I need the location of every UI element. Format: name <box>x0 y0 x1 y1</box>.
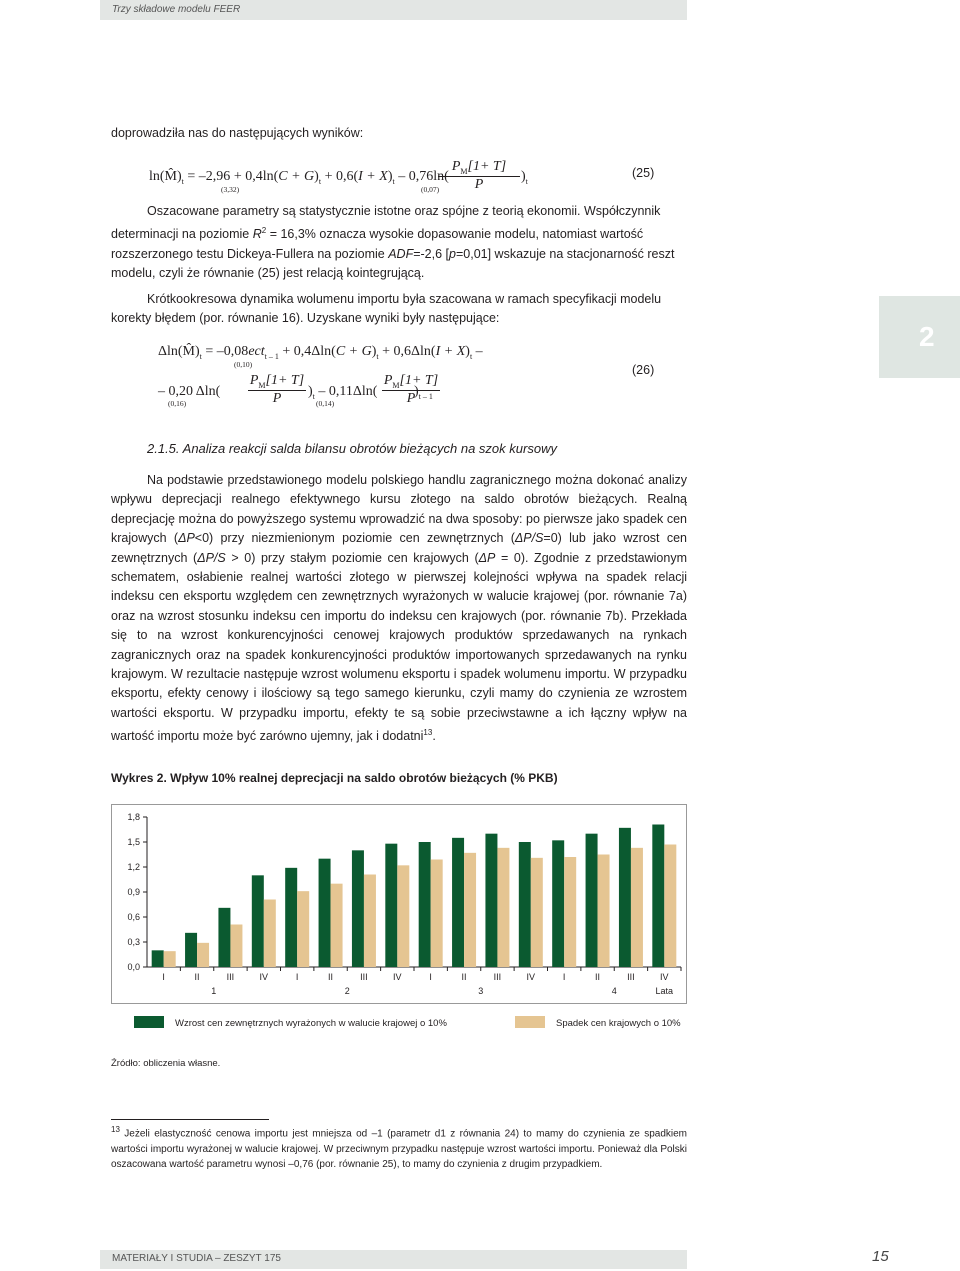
bar-external-prices <box>452 838 464 967</box>
x-tick-label: IV <box>259 972 269 982</box>
y-tick-label: 1,2 <box>127 862 140 872</box>
bar-domestic-prices <box>564 857 576 967</box>
legend-swatch-external <box>134 1016 164 1028</box>
y-tick-label: 1,5 <box>127 837 140 847</box>
eq26-se-1: (0,10) <box>234 360 253 369</box>
y-tick-label: 0,9 <box>127 887 140 897</box>
x-tick-label: IV <box>660 972 669 982</box>
paragraph-model-fit: Oszacowane parametry są statystycznie istotne oraz spójne z teorią ekonomii. Współczynnik determinacji na poziomie $R^2 = 16,3\%$ oznacza wysokie dopasowanie modelu, natomiast wartość rozszerzonego testu Dickeya-Fullera na poziomie ADF=-2,6 [p=0,01] wskazuje na stacjonarność reszt modelu, czyli że równanie (25) jest relacją kointegrującą. <box>111 204 675 281</box>
year-label: 2 <box>344 986 350 996</box>
bar-domestic-prices <box>664 845 676 968</box>
legend-label-domestic: Spadek cen krajowych o 10% <box>556 1018 681 1029</box>
bar-external-prices <box>619 828 631 967</box>
figure-title: Wykres 2. Wpływ 10% realnej deprecjacji na saldo obrotów bieżących (% PKB) <box>111 771 558 785</box>
bar-domestic-prices <box>230 925 242 968</box>
x-tick-label: III <box>627 972 635 982</box>
equation-25: $\ln(M̂)_t = -2,96 + 0,4\ln(C + G)_t + 0,6(I + X)_t - 0,76\ln$( $P_M[1+ T]$ P )$_t$ (3,32) (0,07) <box>149 159 528 194</box>
bar-external-prices <box>519 842 531 967</box>
bar-domestic-prices <box>464 853 476 967</box>
bar-external-prices <box>319 859 331 967</box>
bar-external-prices <box>252 875 264 967</box>
x-tick-label: II <box>194 972 200 982</box>
bar-domestic-prices <box>331 884 343 967</box>
equation-26: $\Delta\ln(M̂)_t = -0,08ect_{t - 1} + 0,4\Delta\ln(C + G)_t + 0,6\Delta\ln(I + X)_t$ – (0,10) – 0,20 Δln( $P_M[1+ T]$ P )$_t - 0,11\Delta\ln$( $P_M[1+ T]$ P )$_{t - 1}$ (0,16) (0,14) <box>158 344 483 408</box>
bar-external-prices <box>552 840 564 967</box>
bar-domestic-prices <box>631 848 643 967</box>
bar-external-prices <box>185 933 197 967</box>
legend-label-external: Wzrost cen zewnętrznych wyrażonych w walucie krajowej o 10% <box>175 1018 447 1029</box>
x-tick-label: II <box>595 972 601 982</box>
footnote-ref[interactable]: 13 <box>423 728 433 738</box>
bar-chart-svg <box>111 804 687 1004</box>
bar-chart <box>111 804 687 1004</box>
intro-text: doprowadziła nas do następujących wyników: <box>111 126 364 140</box>
x-tick-label: II <box>328 972 334 982</box>
legend-swatch-domestic <box>515 1016 545 1028</box>
x-axis-unit-label: Lata <box>655 986 674 996</box>
bar-external-prices <box>419 842 431 967</box>
running-title: Trzy składowe modelu FEER <box>112 4 241 15</box>
section-tab <box>879 296 960 378</box>
y-tick-label: 0,6 <box>127 912 140 922</box>
y-tick-label: 0,0 <box>127 962 140 972</box>
bar-external-prices <box>385 844 397 967</box>
y-tick-label: 0,3 <box>127 937 140 947</box>
eq26-fraction-2: $P_M[1+ T]$ P <box>383 373 439 406</box>
eq25-se-1: (3,32) <box>221 185 240 194</box>
bar-domestic-prices <box>598 855 610 968</box>
year-label: 1 <box>211 986 217 996</box>
subsection-title: 2.1.5. Analiza reakcji salda bilansu obrotów bieżących na szok kursowy <box>147 441 557 456</box>
bar-domestic-prices <box>197 943 209 967</box>
bar-domestic-prices <box>431 860 443 968</box>
eq26-se-3: (0,14) <box>316 399 335 408</box>
bar-external-prices <box>652 825 664 968</box>
bar-external-prices <box>285 868 297 967</box>
bar-domestic-prices <box>264 900 276 968</box>
eq25-se-2: (0,07) <box>421 185 440 194</box>
x-tick-label: II <box>461 972 467 982</box>
footnote-rule <box>111 1119 269 1120</box>
x-tick-label: IV <box>393 972 402 982</box>
bar-external-prices <box>485 834 497 967</box>
x-tick-label: III <box>360 972 368 982</box>
bar-domestic-prices <box>531 858 543 967</box>
bar-domestic-prices <box>364 875 376 968</box>
x-tick-label: III <box>226 972 235 982</box>
equation-25-number: (25) <box>632 166 655 180</box>
bar-domestic-prices <box>164 951 176 967</box>
year-label: 4 <box>611 986 617 996</box>
section-number: 2 <box>919 321 935 352</box>
figure-source: Źródło: obliczenia własne. <box>111 1058 221 1069</box>
eq25-lhs: ln(M̂) <box>149 169 182 184</box>
journal-name: MATERIAŁY I STUDIA – ZESZYT 175 <box>112 1253 281 1264</box>
eq25-fraction: $P_M[1+ T]$ P <box>438 159 520 193</box>
equation-26-number: (26) <box>632 363 655 377</box>
x-tick-label: I <box>295 972 299 982</box>
bar-domestic-prices <box>297 891 309 967</box>
footnote-13: $^{13}$ Jeżeli elastyczność cenowa importu jest mniejsza od –1 (parametr d1 z równania 24) to mamy do czynienia ze spadkiem wartości importu wyrażonej w walucie krajowej. W przeciwnym przypadku następuje wzrost wartości importu. Ponieważ dla Polski oszacowana wartość parametru wynosi –0,76 (por. równanie 25), to mamy do czynienia z drugim przypadkiem. <box>111 1125 687 1171</box>
y-tick-label: 1,8 <box>127 812 140 822</box>
bar-external-prices <box>352 850 364 967</box>
year-label: 3 <box>478 986 484 996</box>
bar-external-prices <box>152 950 164 967</box>
bar-external-prices <box>218 908 230 967</box>
eq26-se-2: (0,16) <box>168 399 187 408</box>
x-tick-label: III <box>493 972 502 982</box>
x-tick-label: IV <box>526 972 536 982</box>
page-number: 15 <box>872 1248 889 1265</box>
x-tick-label: I <box>429 972 432 982</box>
x-tick-label: I <box>562 972 566 982</box>
paragraph-short-run: Krótkookresowa dynamika wolumenu importu była szacowana w ramach specyfikacji modelu korekty błędem (por. równanie 16). Uzyskane wyniki były następujące: <box>111 292 662 326</box>
bar-domestic-prices <box>497 848 509 967</box>
x-tick-label: I <box>162 972 165 982</box>
bar-external-prices <box>586 834 598 967</box>
bar-domestic-prices <box>397 865 409 967</box>
eq26-fraction-1: $P_M[1+ T]$ P <box>249 373 305 406</box>
paragraph-analysis: Na podstawie przedstawionego modelu polskiego handlu zagranicznego można dokonać analizy wpływu deprecjacji realnego efektywnego kursu złotego na saldo obrotów bieżących. Realną deprecjację można do powyższego systemu wprowadzić na dwa sposoby: po pierwsze jako spadek cen krajowych (ΔP<0) przy niezmienionym poziomie cen zewnętrznych (ΔP/S=0) lub jako wzrost cen zewnętrznych (ΔP/S > 0) przy stałym poziomie cen krajowych (ΔP = 0). Zgodnie z przedstawionym schematem, osłabienie realnej wartości złotego w pierwszej kolejności wpływa na spadek relacji indeksu cen eksportu względem cen zewnętrznych wyrażonych w walucie krajowej (por. równanie 7a) oraz na wzrost stosunku indeksu cen importu do indeksu cen krajowych (por. równanie 7b). Przekłada się to na wzrost konkurencyjności cenowej krajowych produktów sprzedawanych na rynkach zagranicznych oraz na spadek konkurencyjności produktów importowanych sprzedawanych na rynku krajowym. W rezultacie następuje wzrost wolumenu eksportu i spadek wolumenu importu. W przypadku eksportu, efekty cenowy i ilościowy są tego samego kierunku, czyli mamy do czynienia ze wzrostem wartości eksportu. W przypadku importu, efekty te są sobie przeciwstawne a ich łączny wpływ na wartość importu może być zarówno ujemny, jak i dodatni$^{13}$. <box>111 473 687 744</box>
